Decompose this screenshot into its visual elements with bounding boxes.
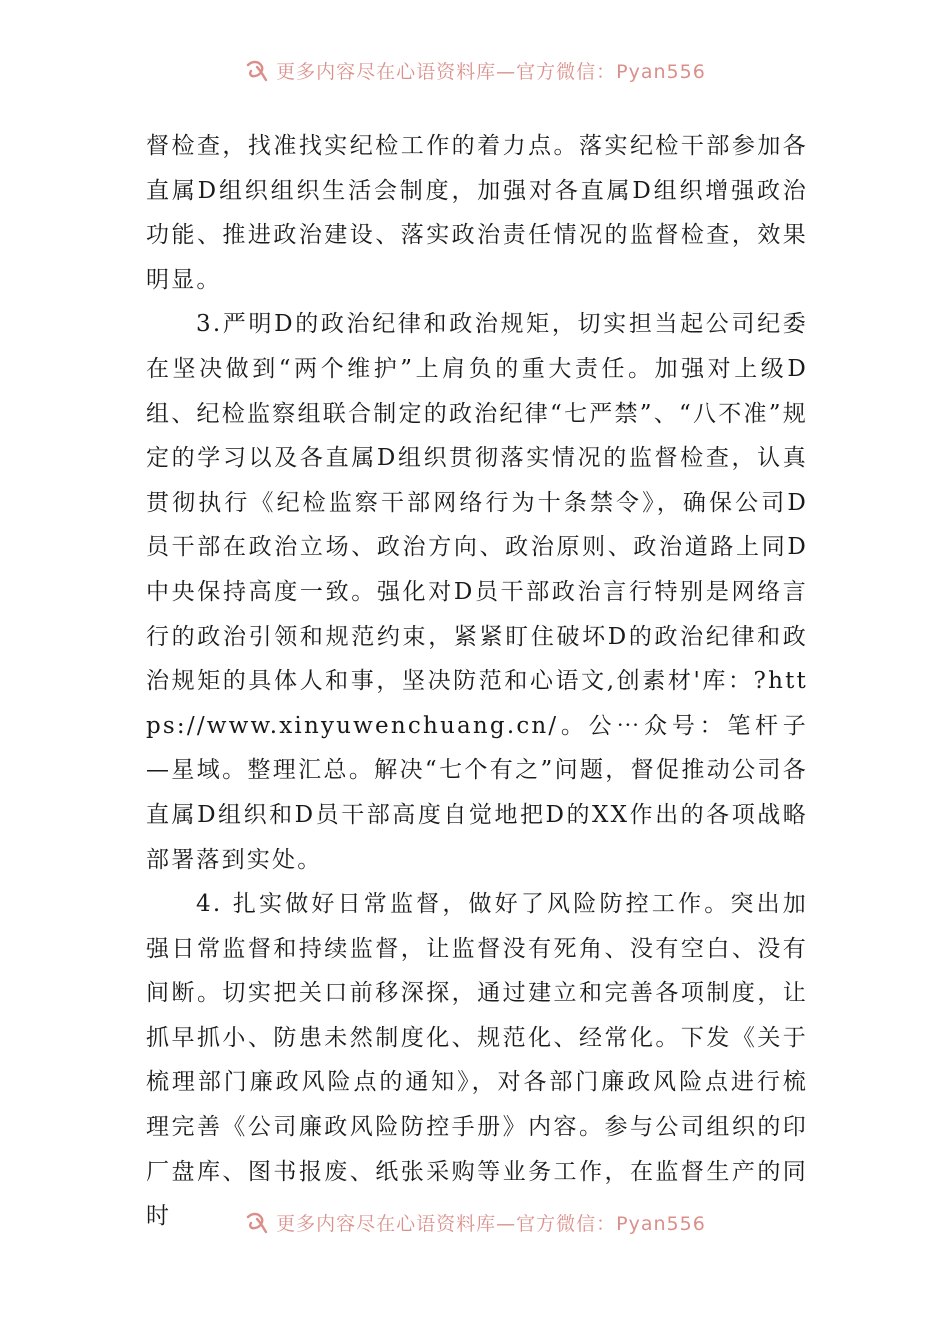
paragraph-3: 4. 扎实做好日常监督，做好了风险防控工作。突出加强日常监督和持续监督，让监督没有死角、没有空白、没有间断。切实把关口前移深探，通过建立和完善各项制度，让抓早抓小、防患未然制度化、规范化、经常化。下发《关于梳理部门廉政风险点的通知》，对各部门廉政风险点进行梳理完善《公司廉政风险防控手册》内容。参与公司组织的印厂盘库、图书报废、纸张采购等业务工作，在监督生产的同时 — [146, 891, 808, 1230]
watermark-logo-icon — [244, 1209, 270, 1235]
watermark-text: 更多内容尽在心语资料库—官方微信：Pyan556 — [276, 60, 706, 83]
watermark-banner-top — [0, 50, 950, 90]
watermark-logo-icon — [244, 57, 270, 83]
paragraph-2: 3.严明D的政治纪律和政治规矩，切实担当起公司纪委在坚决做到“两个维护”上肩负的重大责任。加强对上级D组、纪检监察组联合制定的政治纪律“七严禁”、“八不准”规定的学习以及各直属D组织贯彻落实情况的监督检查，认真贯彻执行《纪检监察干部网络行为十条禁令》，确保公司D员干部在政治立场、政治方向、政治原则、政治道路上同D中央保持高度一致。强化对D员干部政治言行特别是网络言行的政治引领和规范约束，紧紧盯住破坏D的政治纪律和政治规矩的具体人和事，坚决防范和心语文,创素材'库：?https://www.xinyuwenchuang.cn/。公⋯众号：笔杆子—星域。整理汇总。解决“七个有之”问题，督促推动公司各直属D组织和D员干部高度自觉地把D的XX作出的各项战略部署落到实处。 — [146, 311, 808, 873]
watermark-banner-bottom — [0, 1202, 950, 1242]
watermark-text: 更多内容尽在心语资料库—官方微信：Pyan556 — [276, 1212, 706, 1235]
paragraph-1: 督检查，找准找实纪检工作的着力点。落实纪检干部参加各直属D组织组织生活会制度，加强对各直属D组织增强政治功能、推进政治建设、落实政治责任情况的监督检查，效果明显。 — [146, 133, 808, 293]
